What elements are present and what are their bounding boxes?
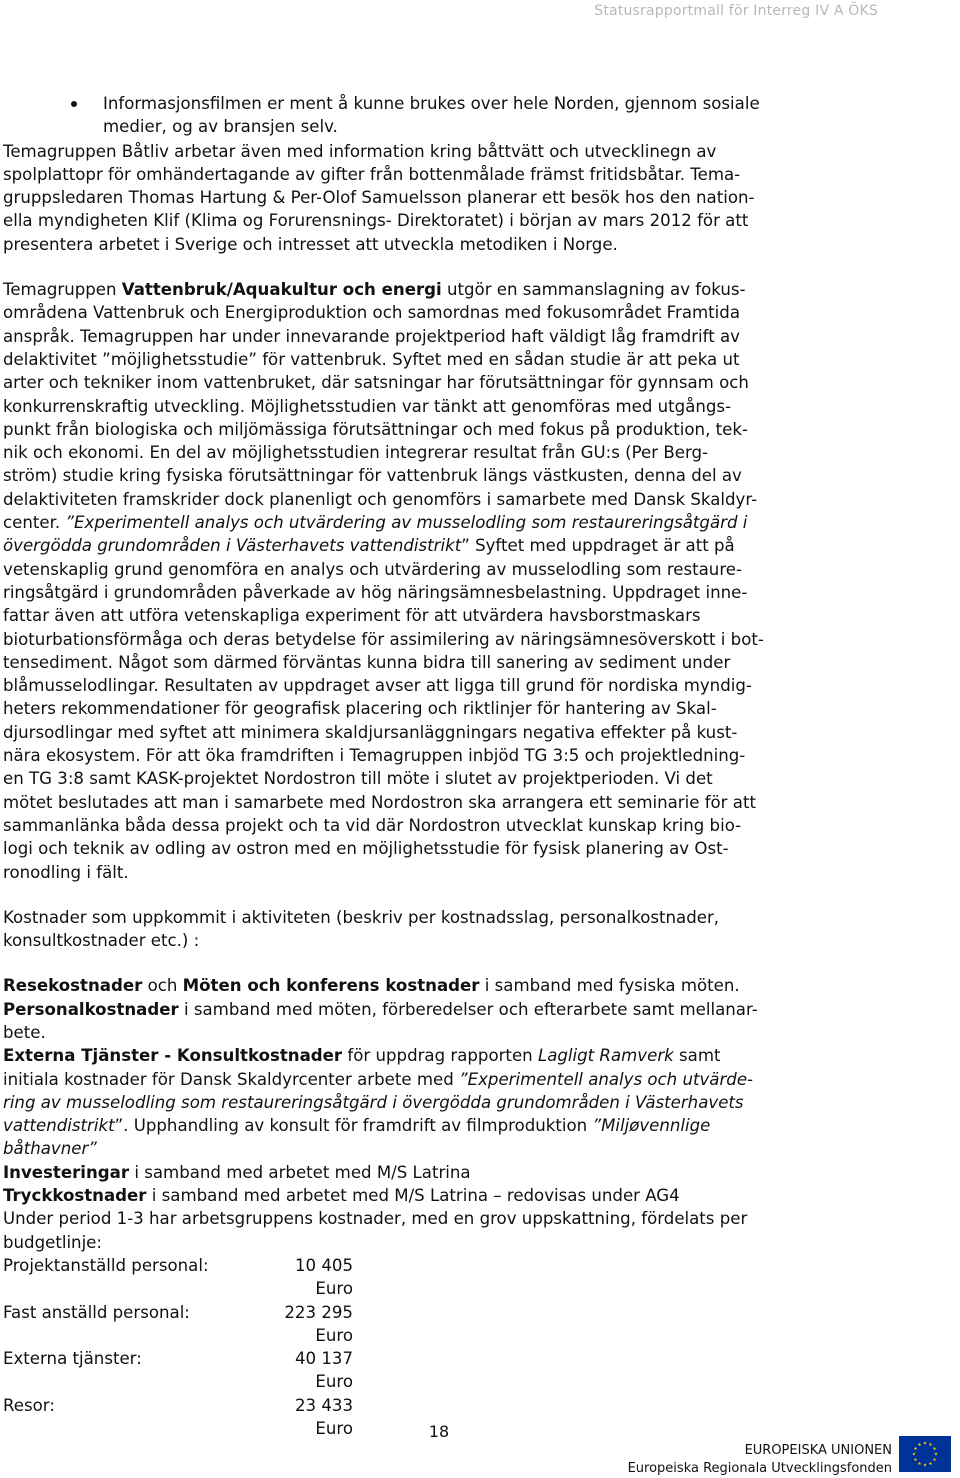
cost-label: Externa Tjänster - Konsultkostnader — [3, 1046, 343, 1066]
italic-title: ”Experimentell analys och utvärdering av musselodling som restaureringsåtgärd i övergödda grundområden i Västerhavets vattendistrikt — [3, 513, 748, 556]
budget-amount: 223 295 Euro — [284, 1302, 353, 1345]
budget-amount: 23 433 Euro — [294, 1395, 353, 1439]
italic-title: Lagligt Ramverk — [537, 1046, 674, 1066]
bullet-text: Informasjonsfilmen er ment å kunne brukes over hele Norden, gjennom sosiale medier, og av bransjen selv. — [103, 94, 760, 137]
cost-label: Tryckkostnader — [3, 1186, 147, 1206]
text-segment: Temagruppen — [3, 280, 122, 300]
costs-intro: Kostnader som uppkommit i aktiviteten (beskriv per kostnadsslag, personalkostnader, konsultkostnader etc.) : — [3, 907, 720, 951]
text-segment: ” Syftet med uppdraget är att på vetenskaplig grund genomföra en analys och utvärdering av musselodling som restaure- ringsåtgärd i grundområden påverkade av hög näringsämnesbelastning. Uppdraget inne- fattar även att utföra vetenskapliga experiment för att utvärdera havsborstmaskars bioturbationsförmåga och deras betydelse för assimilering av näringsämnesöverskott i bot- tensediment. Något som därmed förväntas kunna bidra till sanering av sediment under blåmusselodlingar. Resultaten av uppdraget avser att ligga till grund för nordiska myndig- heters rekommendationer för geografisk placering och riktlinjer för hantering av Skal- djursodlingar med syftet att minimera skaldjursanläggningars negativa effekter på kust- nära ekosystem. För att öka framdriften i Temagruppen inbjöd TG 3:5 och projektledning- en TG 3:8 samt KASK-projektet Nordostron till möte i slutet av projektperioden. Vi det mötet beslutades att man i samarbete med Nordostron ska arrangera ett seminarie för att sammanlänka båda dessa projekt och ta vid där Nordostron utvecklat kunskap kring bio- logi och teknik av odling av ostron med en möjlighetsstudie för fysisk planering av Ost- ronodling i fält. — [3, 536, 764, 882]
budget-label: Projektanställd personal: — [3, 1255, 209, 1275]
cost-line-investeringar — [3, 1161, 869, 1184]
eu-flag-icon — [899, 1436, 951, 1472]
budget-intro: Under period 1-3 har arbetsgruppens kostnader, med en grov uppskattning, fördelats per budgetlinje: — [3, 1209, 748, 1252]
table-row — [3, 1347, 359, 1394]
budget-amount: 10 405 Euro — [294, 1255, 353, 1299]
bullet-dot-icon — [71, 101, 77, 107]
cost-line-resekostnader — [3, 974, 869, 997]
text-segment: utgör en sammanslagning av fokus- områdena Vattenbruk och Energiproduktion och samordnas med fokusområdet Framtida anspråk. Temagruppen har under innevarande projektperiod haft väldigt låg framdrift av delaktivitet ”möjlighetsstudie” för vattenbruk. Syftet med en sådan studie är att peka ut arter och tekniker inom vattenbruket, där satsningar har förutsättningar för gynnsam och konkurrenskraftig utveckling. Möjlighetsstudien var tänkt att genomföras med utgångs- punkt från biologiska och miljömässiga förutsättningar och med fokus på produktion, tek- nik och ekonomi. En del av möjlighetsstudien integrerar resultat från GU:s (Per Berg- ström) studie kring fysiska förutsättningar för vattenbruk längs västkusten, denna del av delaktiviteten framskrider dock planenligt och genomförs i samarbete med Dansk Skaldyr- center. — [3, 280, 758, 533]
table-row — [3, 1254, 359, 1301]
italic-title: ”Experimentell analys och utvärde- ring av musselodling som restaureringsåtgärd i övergödda grundområden i Västerhavets vattendistrikt — [3, 1069, 754, 1136]
eu-footer — [628, 1442, 892, 1478]
budget-label: Resor: — [3, 1395, 55, 1415]
text-segment: i samband med fysiska möten. — [479, 976, 740, 996]
cost-label: Möten och konferens kostnader — [182, 976, 480, 996]
budget-table — [3, 1254, 359, 1440]
budget-label: Externa tjänster: — [3, 1349, 142, 1369]
eu-fund-label: Europeiska Regionala Utvecklingsfonden — [627, 1461, 892, 1476]
bullet-item — [3, 92, 869, 139]
text-segment: i samband med möten, förberedelser och efterarbete samt mellanar- bete. — [3, 999, 758, 1042]
paragraph-vattenbruk — [3, 278, 869, 884]
budget-amount: 40 137 Euro — [294, 1349, 353, 1392]
document-body — [3, 92, 869, 1440]
page-number: 18 — [428, 1422, 450, 1441]
cost-label: Personalkostnader — [3, 999, 179, 1019]
text-segment: samt initiala kostnader för Dansk Skaldyrcenter arbete med — [3, 1046, 721, 1089]
bold-term: Vattenbruk/Aquakultur och energi — [121, 280, 442, 300]
cost-line-tryckkostnader — [3, 1184, 869, 1207]
budget-label: Fast anställd personal: — [3, 1302, 190, 1322]
cost-line-externa — [3, 1044, 869, 1160]
cost-label: Resekostnader — [3, 976, 143, 996]
table-row — [3, 1301, 359, 1348]
text-segment: ”. Upphandling av konsult för framdrift av filmproduktion — [114, 1116, 593, 1136]
document-header: Statusrapportmall för Interreg IV A ÖKS — [594, 3, 878, 19]
text-segment: och — [142, 976, 183, 996]
italic-title: ”Miljøvennlige båthavner” — [3, 1116, 711, 1159]
text-segment: för uppdrag rapporten — [342, 1046, 538, 1066]
text-segment: i samband med arbetet med M/S Latrina – redovisas under AG4 — [146, 1186, 680, 1206]
eu-union-label: EUROPEISKA UNIONEN — [744, 1443, 892, 1458]
paragraph-batliv: Temagruppen Båtliv arbetar även med information kring båttvätt och utvecklinegn av spolplattopr för omhändertagande av gifter från bottenmålade främst fritidsbåtar. Tema- gruppsledaren Thomas Hartung & Per-Olof Samuelsson planerar ett besök hos den nation- ella myndigheten Klif (Klima og Forurensnings- Direktoratet) i början av mars 2012 för att presentera arbetet i Sverige och intresset att utveckla metodiken i Norge. — [3, 141, 755, 254]
cost-line-personalkostnader — [3, 998, 869, 1045]
cost-label: Investeringar — [3, 1162, 130, 1182]
text-segment: i samband med arbetet med M/S Latrina — [129, 1162, 471, 1182]
